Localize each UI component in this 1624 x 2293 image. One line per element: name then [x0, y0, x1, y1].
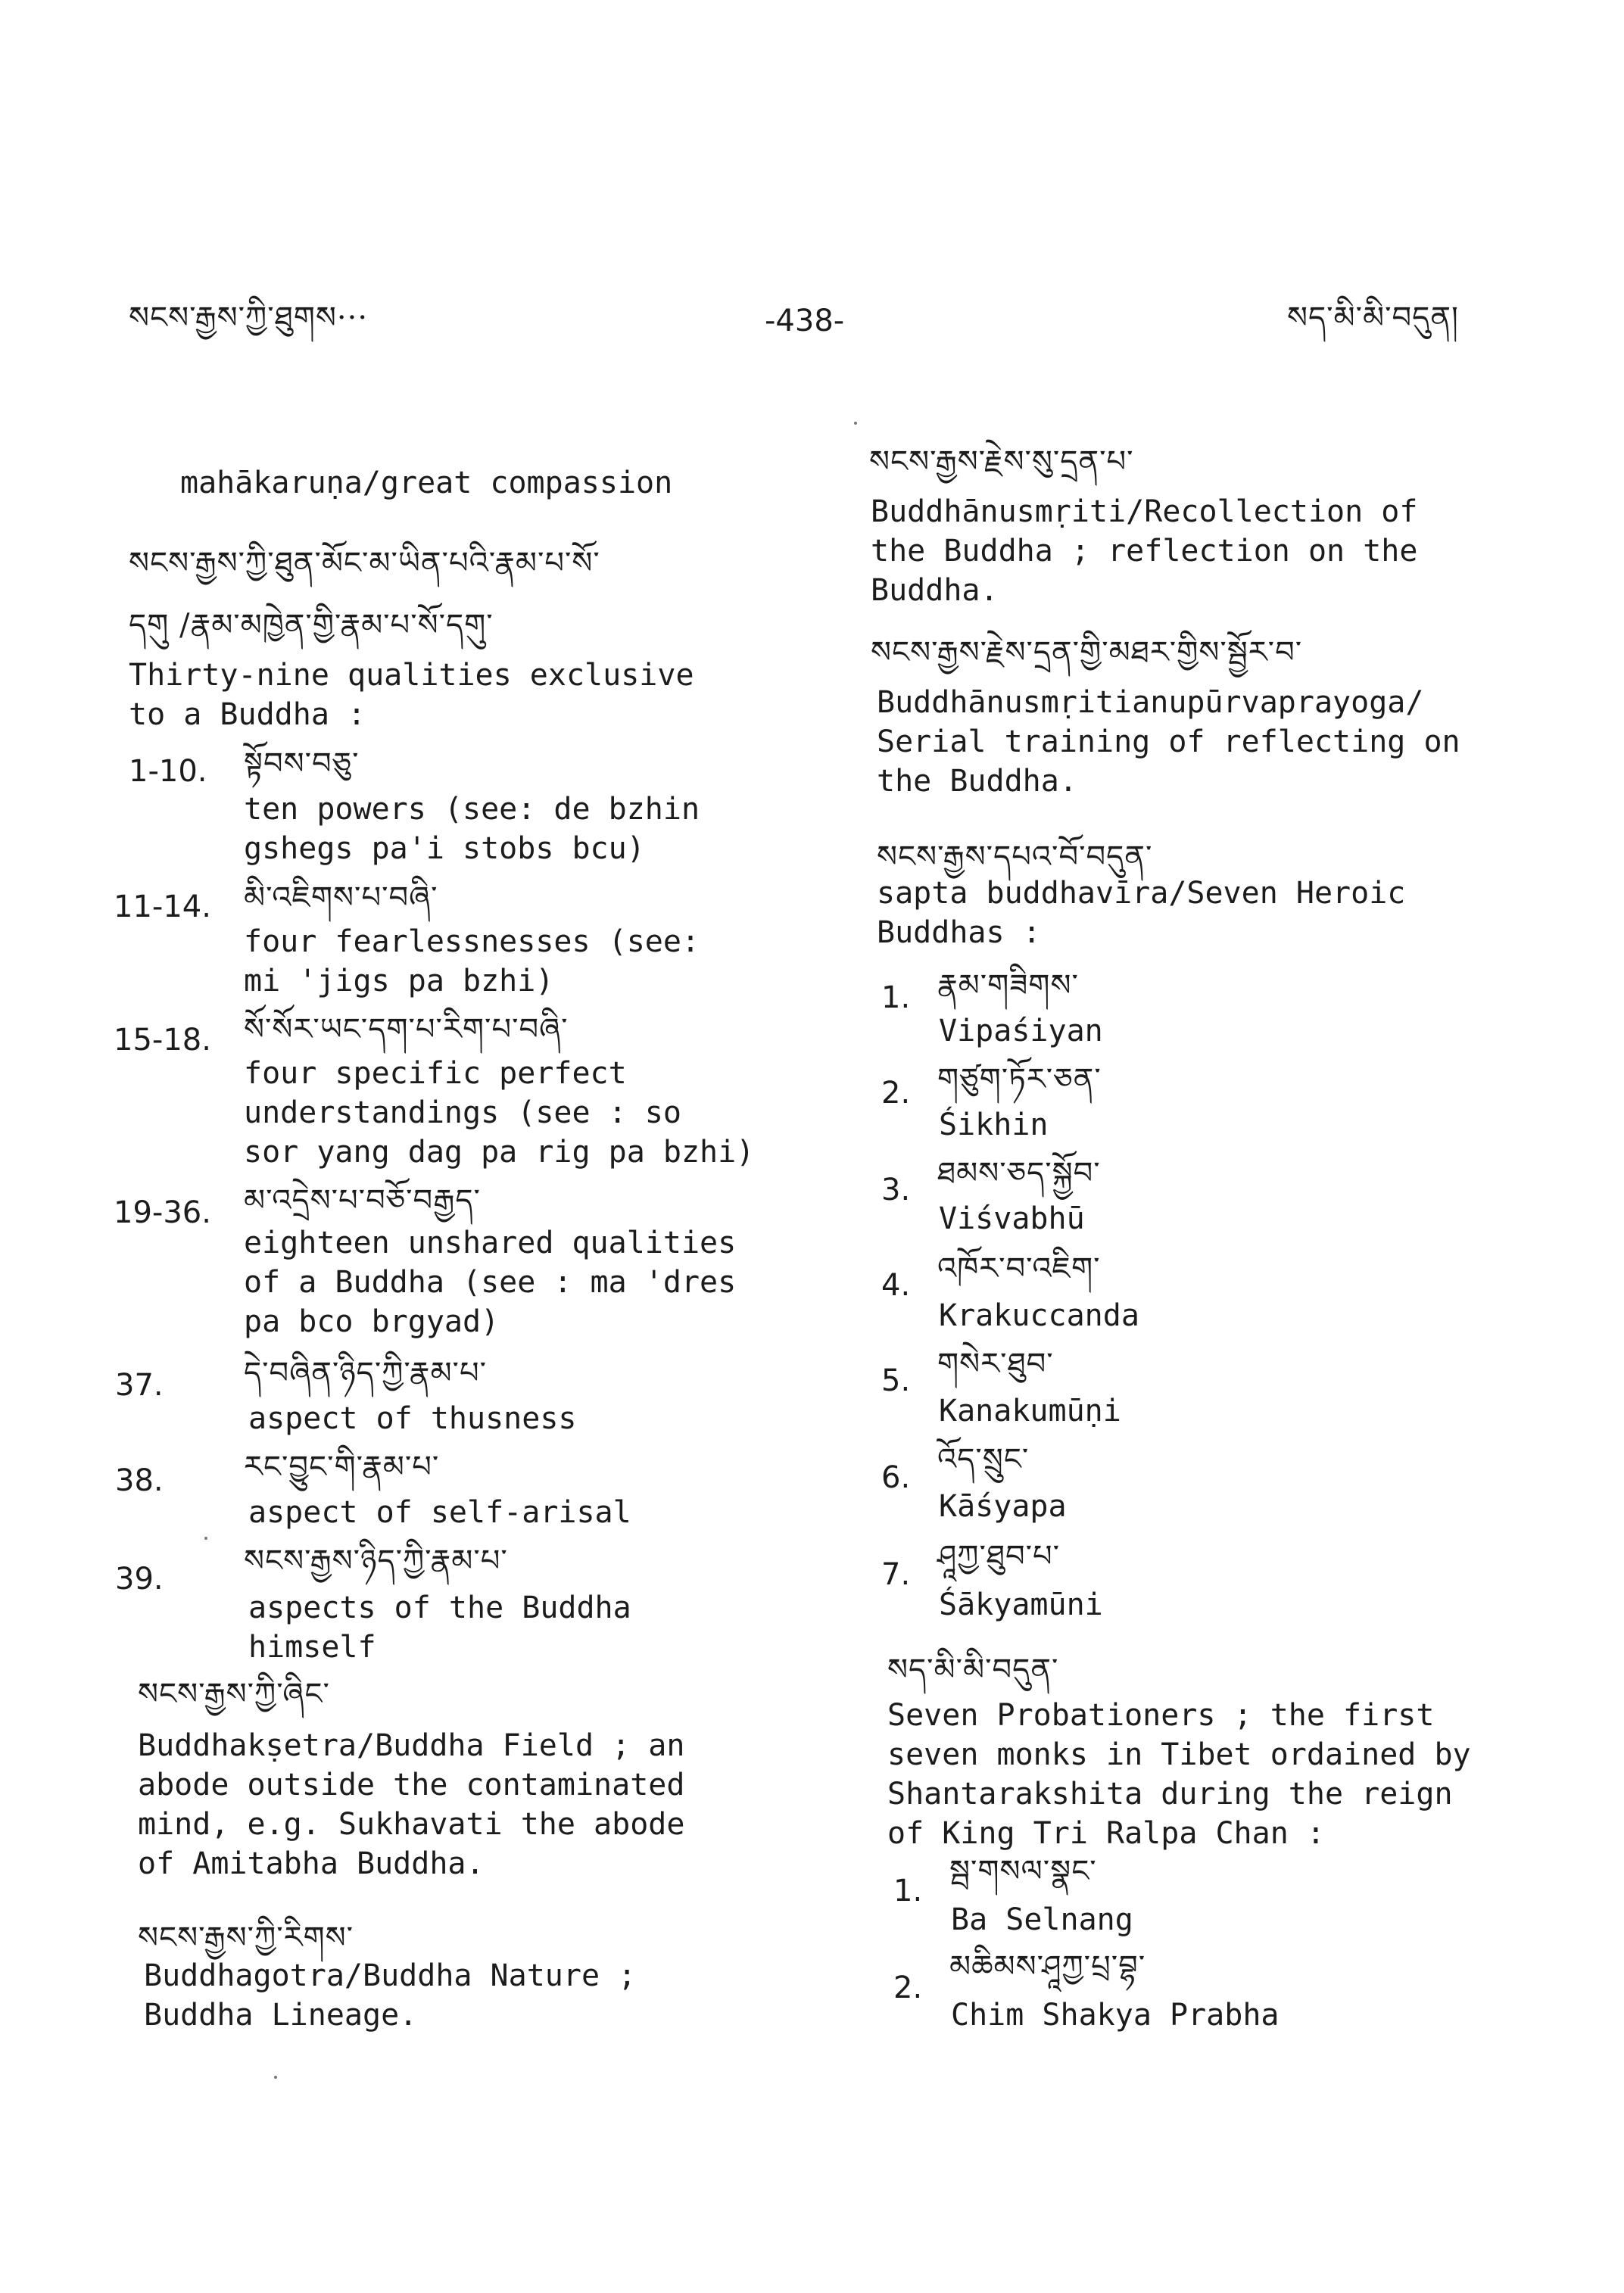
list-item-text: Krakuccanda [939, 1298, 1139, 1333]
list-item-number: 2. [893, 1971, 923, 2005]
list-item-text: aspect of self-arisal [248, 1495, 631, 1530]
list-item-text: Vipaśiyan [939, 1014, 1103, 1048]
speck [854, 422, 857, 425]
list-item-text: Chim Shakya Prabha [951, 1998, 1280, 2033]
entry-probationers-definition: Seven Probationers ; the first seven monks in Tibet ordained by Shantarakshita during the reign of King Tri Ralpa Chan : [887, 1698, 1471, 1851]
list-item-text: eighteen unshared qualities of a Buddha (see : ma 'dres pa bco brgyad) [244, 1226, 737, 1339]
entry-39-definition: Thirty-nine qualities exclusive to a Buddha : [129, 658, 694, 732]
list-item-number: 37. [115, 1368, 164, 1403]
page-number: -438- [765, 304, 845, 338]
continuation-line: mahākaruṇa/great compassion [180, 466, 673, 500]
list-item-number: 11-14. [114, 889, 211, 924]
speck [274, 2076, 277, 2079]
running-head-right: སད་མི་མི་བདུན། [1287, 301, 1459, 335]
list-item-tibetan: སྦ་གསལ་སྣང་ [949, 1854, 1097, 1889]
running-head-left: སངས་རྒྱས་ཀྱི་ཐུགས··· [129, 301, 369, 335]
entry-recollection-definition: Buddhānusmṛiti/Recollection of the Buddha ; reflection on the Buddha. [871, 494, 1418, 608]
list-item-number: 1. [881, 980, 911, 1015]
list-item-text: Ba Selnang [951, 1902, 1133, 1937]
list-item-text: Śikhin [939, 1108, 1049, 1142]
speck [204, 1537, 207, 1540]
list-item-number: 15-18. [114, 1023, 211, 1058]
list-item-text: Śākyamūni [939, 1587, 1103, 1622]
list-item-text: Kanakumūṇi [939, 1394, 1121, 1428]
list-item-number: 19-36. [114, 1195, 211, 1230]
list-item-text: Viśvabhū [939, 1201, 1085, 1236]
list-item-number: 3. [881, 1173, 911, 1207]
list-item-text: aspects of the Buddha himself [248, 1590, 631, 1665]
list-item-tibetan: རྣམ་གཟིགས་ [937, 968, 1079, 1003]
entry-nature-definition: Buddhagotra/Buddha Nature ; Buddha Lineage. [144, 1958, 637, 2033]
list-item-tibetan: དེ་བཞིན་ཉིད་ཀྱི་རྣམ་པ་ [244, 1356, 487, 1391]
list-item-tibetan: ཤཱཀྱ་ཐུབ་པ་ [937, 1539, 1061, 1574]
list-item-tibetan: རང་བྱུང་གི་རྣམ་པ་ [244, 1450, 440, 1485]
entry-field-definition: Buddhakṣetra/Buddha Field ; an abode outside the contaminated mind, e.g. Sukhavati the abode of Amitabha Buddha. [138, 1728, 685, 1881]
entry-39-tibetan-line2: དགུ /རྣམ་མཁྱེན་གྱི་རྣམ་པ་སོ་དགུ་ [129, 608, 494, 643]
entry-heroic-definition: sapta buddhavīra/Seven Heroic Buddhas : [877, 876, 1406, 950]
list-item-text: four fearlessnesses (see: mi 'jigs pa bzhi) [244, 924, 700, 999]
list-item-text: Kāśyapa [939, 1489, 1067, 1524]
entry-serial-tibetan: སངས་རྒྱས་རྗེས་དྲན་གྱི་མཐར་གྱིས་སྦྱོར་བ་ [871, 635, 1303, 670]
list-item-number: 2. [881, 1076, 911, 1111]
entry-recollection-tibetan: སངས་རྒྱས་རྗེས་སུ་དྲན་པ་ [869, 444, 1134, 479]
entry-field-tibetan: སངས་རྒྱས་ཀྱི་ཞིང་ [138, 1677, 330, 1712]
entry-39-tibetan-line1: སངས་རྒྱས་ཀྱི་ཐུན་མོང་མ་ཡིན་པའི་རྣམ་པ་སོ་ [129, 546, 600, 581]
entry-probationers-tibetan: སད་མི་མི་བདུན་ [887, 1653, 1059, 1687]
list-item-number: 7. [881, 1557, 911, 1592]
list-item-tibetan: མི་འཇིགས་པ་བཞི་ [244, 880, 438, 915]
list-item-number: 5. [881, 1363, 911, 1398]
entry-heroic-tibetan: སངས་རྒྱས་དཔའ་བོ་བདུན་ [877, 840, 1153, 874]
list-item-tibetan: སོ་སོར་ཡང་དག་པ་རིག་པ་བཞི་ [244, 1012, 569, 1047]
entry-nature-tibetan: སངས་རྒྱས་ཀྱི་རིགས་ [138, 1921, 354, 1955]
list-item-text: aspect of thusness [248, 1401, 577, 1436]
list-item-number: 6. [881, 1460, 911, 1495]
list-item-text: ten powers (see: de bzhin gshegs pa'i stobs bcu) [244, 792, 700, 866]
list-item-tibetan: སངས་རྒྱས་ཉིད་ཀྱི་རྣམ་པ་ [244, 1544, 508, 1578]
list-item-text: four specific perfect understandings (see : so sor yang dag pa rig pa bzhi) [244, 1056, 755, 1170]
list-item-number: 4. [881, 1268, 911, 1303]
list-item-number: 38. [115, 1463, 164, 1498]
list-item-tibetan: སྟོབས་བཅུ་ [244, 746, 360, 781]
list-item-tibetan: ཐམས་ཅད་སྐྱོབ་ [937, 1156, 1101, 1191]
list-item-number: 39. [115, 1562, 164, 1597]
list-item-tibetan: མ་འདྲེས་པ་བཅོ་བརྒྱད་ [244, 1183, 481, 1218]
list-item-tibetan: མཆིམས་ཤཱཀྱ་པྲ་བྷ་ [949, 1949, 1146, 1984]
list-item-tibetan: གཙུག་ཏོར་ཅན་ [937, 1062, 1102, 1097]
list-item-tibetan: འོད་སྲུང་ [937, 1442, 1030, 1477]
list-item-tibetan: གསེར་ཐུབ་ [937, 1347, 1054, 1382]
list-item-tibetan: འཁོར་བ་འཇིག་ [937, 1251, 1101, 1286]
entry-serial-definition: Buddhānusmṛitianupūrvaprayoga/ Serial training of reflecting on the Buddha. [877, 685, 1460, 799]
list-item-number: 1. [893, 1874, 923, 1908]
list-item-number: 1-10. [129, 754, 207, 789]
